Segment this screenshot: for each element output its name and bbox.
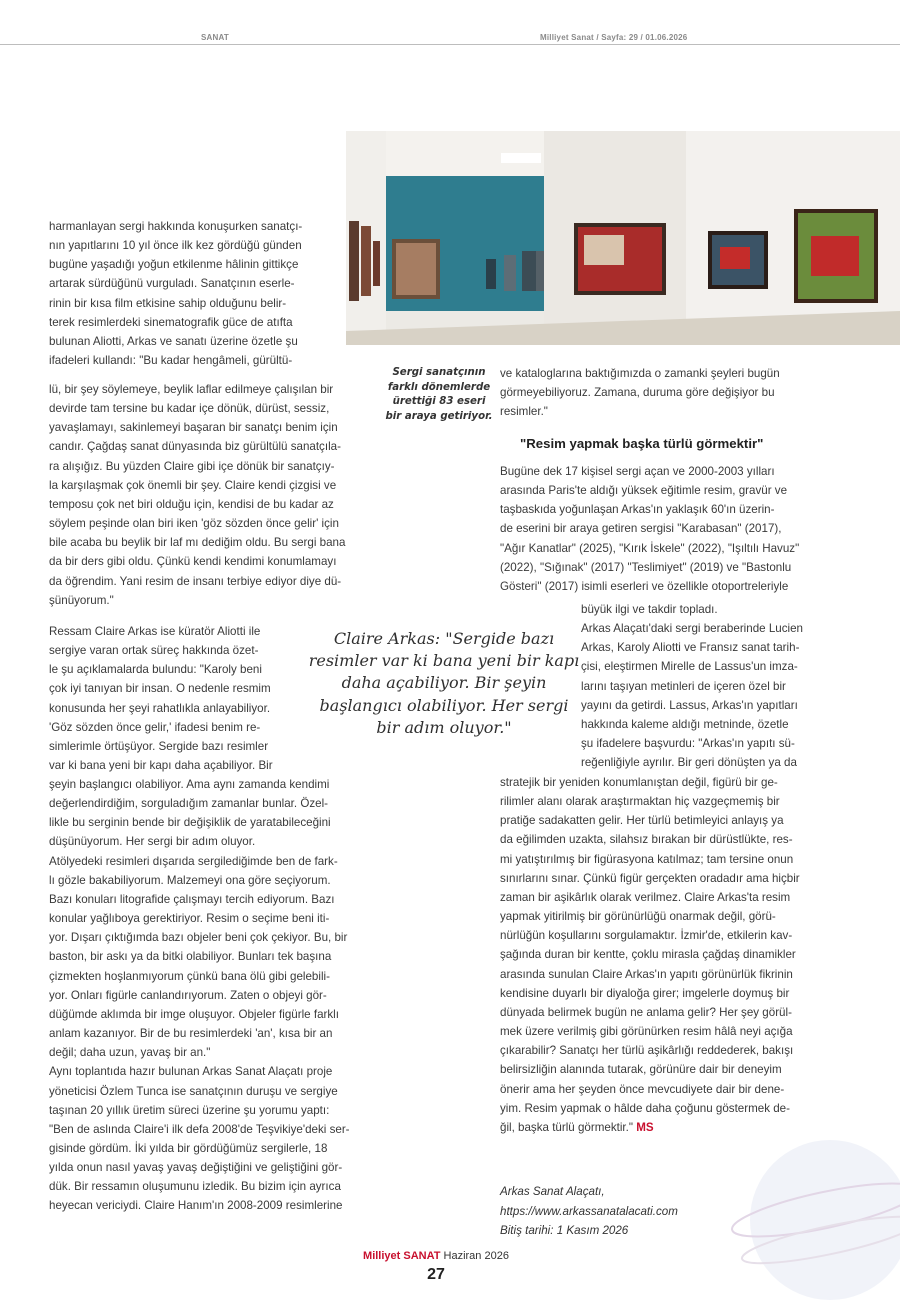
text-line: likle bu serginin bende bir değişiklik de yaratabileceğini — [49, 816, 331, 830]
text-line: dünyada belirmek bugün ne anlama gelir? Her şey görül- — [500, 1005, 792, 1019]
footer-brand: Milliyet SANAT — [363, 1250, 441, 1262]
text-line: bulunan Aliotti, Arkas ve sanatı üzerine özetle şu — [49, 334, 298, 348]
text-line: Bugüne dek 17 kişisel sergi açan ve 2000-2003 yılları — [500, 465, 775, 478]
text-line: ifadeleri kullandı: "Bu kadar hengâmeli, gürültü- — [49, 354, 293, 368]
text-line: Bazı konuları litografide çalışmayı tercih ediyorum. Bazı — [49, 892, 335, 906]
header-divider — [0, 44, 900, 45]
text-line: stratejik bir yeniden konumlanıştan değil, figürü bir ge- — [500, 776, 778, 789]
text-line: yapmak yitirilmiş bir görünürlüğü onarmak değil, görü- — [500, 910, 776, 924]
text-line: arasında Paris'te aldığı yüksek eğitimle resim, gravür ve — [500, 484, 788, 498]
header-source: Milliyet Sanat / Sayfa: 29 / 01.06.2026 — [540, 33, 688, 42]
text-line: le şu açıklamalarda bulundu: "Karoly beni — [49, 663, 262, 677]
text-line: pratiğe sadakatten gelir. Her türlü betimleyici anlayış ya — [500, 814, 784, 828]
left-column-narrow — [49, 622, 295, 775]
text-line: sınırlarını sınar. Çünkü figür gerçekten oradadır ama hiçbir — [500, 871, 800, 885]
text-line: devirde tam tersine bu kadar içe dönük, dürüst, sessiz, — [49, 402, 330, 416]
text-line: çisi, eleştirmen Mirelle de Lassus'un imza- — [581, 660, 798, 674]
text-line: zaman bir aşikârlık olarak verilmez. Claire Arkas'ta resim — [500, 890, 791, 904]
text-line: önerir ama her şeyden önce mevcudiyete dair bir dene- — [500, 1082, 785, 1096]
text-line: büyük ilgi ve takdir topladı. — [581, 603, 718, 616]
text-line: da bir ders gibi oldu. Çünkü kendi kendimi konumlamayı — [49, 555, 337, 569]
text-line: da öğrendim. Yani resim de insanı terbiye ediyor diye dü- — [49, 574, 342, 588]
gallery-photo — [346, 131, 900, 345]
text-line: la karşılaşmak çok önemli bir şey. Claire kendi çizgisi ve — [49, 478, 337, 492]
left-column-top — [49, 217, 340, 370]
text-line: larını taşıyan metinleri de içeren özel bir — [581, 679, 786, 693]
text-line: yöneticisi Özlem Tunca ise sanatçının duruşu ve sergiye — [49, 1084, 338, 1098]
text-line: değerlendirdiğim, sorguladığım zamanlar bunlar. Özel- — [49, 797, 329, 811]
text-line: kendisine duyarlı bir diyaloğa girer; imgelerle doymuş bir — [500, 986, 790, 1000]
text-line: çıkarabilir? Sanatçı her türlü aşikârlığı reddederek, bakışı — [500, 1044, 794, 1058]
right-column-wide — [500, 462, 827, 596]
text-line: çizmekten hoşlanmıyorum çünkü bana ölü gibi gelebili- — [49, 969, 330, 983]
header-logo: SANAT — [201, 33, 229, 42]
text-line: yayını da getirdi. Lassus, Arkas'ın yapıtları — [581, 698, 798, 712]
text-line: bile acaba bu beylik bir laf mı dediğim oldu. Bu sergi bana — [49, 536, 346, 550]
footer-issue: Haziran 2026 — [443, 1250, 509, 1262]
exhibition-info — [500, 1182, 678, 1241]
text-line: ra alışığız. Bu yüzden Claire gibi içe dönük bir sanatçıy- — [49, 459, 335, 473]
text-line: görmeyebiliyoruz. Zamana, duruma göre değişiyor bu — [500, 386, 775, 400]
text-line: söylem peşinde olan biri iken 'göz sözden önce gelir' için — [49, 517, 339, 531]
author-signature: MS — [636, 1120, 654, 1134]
text-line: nın yapıtlarını 10 yıl önce ilk kez gördüğü günden — [49, 239, 302, 253]
text-line: yılda onun nasıl yavaş yavaş değiştiğini ve geliştiğini gör- — [49, 1161, 343, 1175]
pull-quote: Claire Arkas: "Sergide bazı resimler var ki bana yeni bir kapı daha açabiliyor. Bir şeyin başlangıcı olabiliyor. Her sergi bir adım oluyor." — [308, 629, 580, 737]
text-line: belirsizliğin alanında tutarak, görünüre dair bir deneyim — [500, 1063, 782, 1077]
venue-url[interactable]: https://www.arkassanatalacati.com — [500, 1204, 678, 1218]
right-column-narrow — [581, 600, 827, 772]
text-line: Gösteri" (2017) isimli eserleri ve özellikle otoportreleriyle — [500, 579, 789, 593]
text-line: düşünüyorum. Her sergi bir adım oluyor. — [49, 835, 256, 849]
text-line: heyecan vericiydi. Claire Hanım'ın 2008-2009 resimlerine — [49, 1199, 343, 1213]
text-line: ve kataloglarına baktığımızda o zamanki şeyleri bugün — [500, 367, 780, 380]
text-line: Arkas Alaçatı'daki sergi beraberinde Lucien — [581, 622, 803, 636]
text-line: artarak sürdüğünü vurguladı. Sanatçının eserle- — [49, 277, 295, 291]
text-line: var ki bana yeni bir kapı daha açabiliyor. Bir — [49, 759, 273, 773]
text-line: resimler." — [500, 405, 548, 419]
text-line: Aynı toplantıda hazır bulunan Arkas Sanat Alaçatı proje — [49, 1065, 333, 1079]
text-line: rinin bir kısa film etkisine sahip olduğunu belir- — [49, 296, 287, 310]
text-line: taşınan 20 yıllık üretim süreci üzerine şu yorumu yaptı: — [49, 1103, 330, 1117]
text-line: gisinde gördüm. İki yılda bir gördüğümüz sergilerle, 18 — [49, 1141, 328, 1155]
text-line: çok iyi tanıyan bir insan. O nedenle resmim — [49, 682, 271, 696]
venue-name: Arkas Sanat Alaçatı, — [500, 1185, 605, 1198]
text-line: candır. Çağdaş sanat dünyasında biz gürültülü sanatçıla- — [49, 440, 341, 454]
text-line: konular yağlıboya gerektiriyor. Resim o seçime beni iti- — [49, 912, 330, 926]
text-line: mi yatıştırılmış bir figürasyona katılmaz; tam tersine onun — [500, 852, 794, 866]
text-line: şu ifadelere başvurdu: "Arkas'ın yapıtı sü- — [581, 737, 795, 751]
text-line: "Ben de aslında Claire'i ilk defa 2008'de Teşvikiye'deki ser- — [49, 1122, 350, 1136]
text-line: bugüne yaşadığı yoğun etkilenme hâlinin gittikçe — [49, 258, 299, 272]
text-line: dük. Bir ressamın oluşumunu izledik. Bu bizim için ayrıca — [49, 1180, 341, 1194]
text-line: temposu çok net biri olduğu için, kendisi de bu kadar az — [49, 497, 334, 511]
text-line: baston, bir askı ya da bitki olabiliyor. Bunları tek başına — [49, 950, 332, 964]
text-line: "Ağır Kanatlar" (2025), "Kırık İskele" (2022), "Işıltılı Havuz" — [500, 541, 800, 555]
text-line: nürlüğün koşullarını sorgulamaktır. İzmir'de, etkilerin kav- — [500, 929, 793, 943]
text-line: 'Göz sözden önce gelir,' ifadesi benim re- — [49, 720, 261, 734]
left-column-bottom — [49, 775, 375, 1216]
text-line: yim. Resim yapmak o hâlde daha çoğunu göstermek de- — [500, 1101, 790, 1115]
text-line: sergiye varan ortak süreç hakkında özet- — [49, 644, 259, 658]
text-line: şünüyorum." — [49, 593, 114, 607]
text-line: de eserini bir araya getiren sergisi "Karabasan" (2017), — [500, 522, 782, 536]
text-line: mek üzere verilmiş gibi görünürken resim hâlâ neyi açığa — [500, 1025, 793, 1039]
text-line: lü, bir şey söylemeye, beylik laflar edilmeye çalışılan bir — [49, 383, 334, 396]
text-line: harmanlayan sergi hakkında konuşurken sanatçı- — [49, 220, 303, 233]
text-line: terek resimlerdeki sinematografik güce de atıfta — [49, 315, 293, 329]
text-line: şağında duran bir kentte, çoklu miraslа çağdaş dinamikler — [500, 948, 796, 962]
text-line: şeyin başlangıcı olabiliyor. Ama aynı zamanda kendimi — [49, 778, 330, 791]
page-number: 27 — [427, 1266, 445, 1283]
text-line: yor. Onları figürle canlandırıyorum. Zaten o objeyi gör- — [49, 988, 327, 1002]
right-column-bottom — [500, 773, 827, 1137]
text-line: Ressam Claire Arkas ise küratör Aliotti ile — [49, 625, 261, 638]
text-line: yavaşlamayı, sakinlemeyi başaran bir sanatçı benim için — [49, 421, 338, 435]
end-date: Bitiş tarihi: 1 Kasım 2026 — [500, 1224, 629, 1237]
right-column-top — [500, 364, 827, 421]
text-line: rilimler alanı olarak araştırmaktan hiç vazgeçmemiş bir — [500, 795, 780, 809]
section-subheading: "Resim yapmak başka türlü görmektir" — [520, 436, 764, 451]
text-line: Arkas, Karoly Aliotti ve Fransız sanat tarih- — [581, 641, 800, 655]
text-line: da eğilimden uzakta, silahsız bırakan bir dürüstlükte, res- — [500, 833, 793, 847]
text-line: Atölyedeki resimleri dışarıda sergilediğimde ben de fark- — [49, 854, 338, 868]
text-line: simlerimle örtüşüyor. Sergide bazı resimler — [49, 739, 269, 753]
text-line: taşbaskıda yoğunlaşan Arkas'ın yaklaşık 60'ın üzerin- — [500, 503, 775, 517]
text-line: anlam kazanıyor. Bir de bu resimlerdeki 'an', kısa bir an — [49, 1027, 333, 1041]
text-line: hakkında kaleme aldığı metninde, özetle — [581, 717, 789, 731]
footer-masthead — [0, 1250, 872, 1262]
text-line: düğümde aklımda bir imge oluşuyor. Objeler figürle farklı — [49, 1007, 339, 1021]
text-line: lı gözle bakabiliyorum. Malzemeyi ona göre seçiyorum. — [49, 873, 331, 887]
text-line: arasında sunulan Claire Arkas'ın yapıtı görünürlük fikrinin — [500, 967, 793, 981]
text-line: konusunda her şeyi rahatlıkla anlayabiliyor. — [49, 701, 271, 715]
left-column-mid — [49, 380, 375, 610]
text-line: reğenliğiyle ayrılır. Bir geri dönüşten ya da — [581, 756, 797, 770]
text-line: yor. Dışarı çıktığımda bazı objeler beni çok çekiyor. Bu, bir — [49, 931, 348, 945]
last-line-text: ğil, başka türlü görmektir." — [500, 1120, 633, 1134]
photo-caption: Sergi sanatçının farklı dönemlerde ürettiği 83 eseri bir araya getiriyor. — [385, 367, 493, 422]
text-line: değil; daha uzun, yavaş bir an." — [49, 1046, 211, 1060]
text-line: (2022), "Sığınak" (2017) "Teslimiyet" (2019) ve "Bastonlu — [500, 560, 792, 574]
